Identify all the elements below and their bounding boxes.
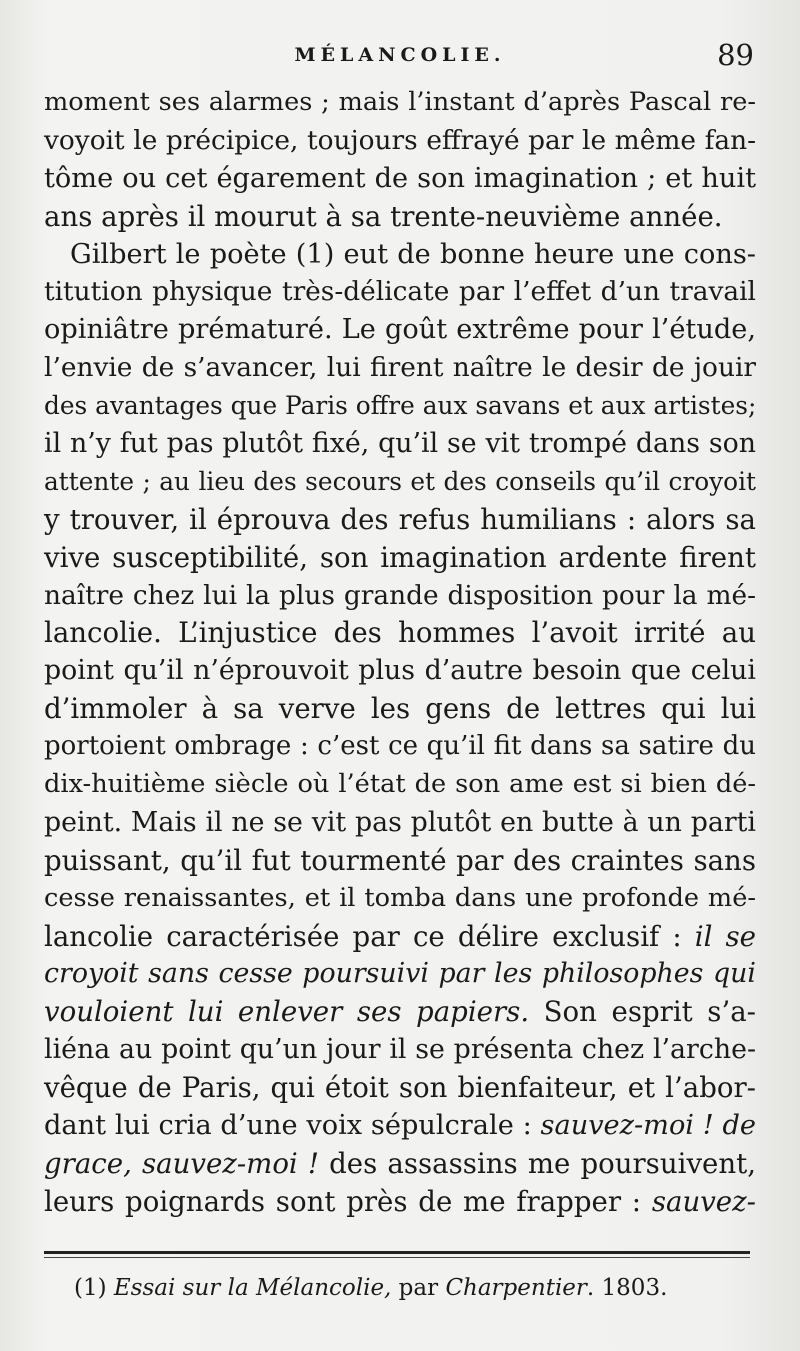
text-run: lancolie caractérisée par ce délire exclusif : — [44, 919, 695, 953]
text-line — [44, 880, 756, 918]
text-run: lancolie. L’injustice des hommes l’avoit irrité au — [44, 616, 756, 650]
text-run: Gilbert le poète (1) eut de bonne heure une cons- — [70, 238, 756, 270]
text-run: voyoit le précipice, toujours effrayé par le même fan- — [44, 124, 756, 156]
text-line — [44, 955, 756, 993]
text-run: cesse renaissantes, et il tomba dans une profonde mé- — [44, 882, 756, 913]
text-run: des assassins me poursuivent, — [318, 1146, 756, 1180]
text-line — [44, 842, 756, 880]
text-line — [44, 614, 756, 652]
text-line — [44, 918, 756, 956]
text-line — [44, 652, 756, 690]
footnote — [74, 1275, 754, 1301]
text-run: tôme ou cet égarement de son imagination ; et huit — [44, 162, 756, 194]
text-run: attente ; au lieu des secours et des conseils qu’il croyoit — [44, 466, 756, 496]
text-line — [44, 84, 756, 122]
text-run: vêque de Paris, qui étoit son bienfaiteur, et l’abor- — [44, 1071, 756, 1105]
footnote-rule — [44, 1251, 750, 1258]
text-line — [44, 311, 756, 349]
text-run: opiniâtre prématuré. Le goût extrême pour l’étude, — [44, 314, 756, 346]
text-line — [44, 198, 756, 236]
footnote-marker: (1) — [74, 1275, 114, 1301]
text-line — [44, 387, 756, 425]
text-run: ans après il mourut à sa trente-neuvième année. — [44, 199, 723, 233]
text-run: dix-huitième siècle où l’état de son ame est si bien dé- — [44, 769, 756, 800]
footnote-by: par — [391, 1275, 446, 1301]
text-run: titution physique très-délicate par l’effet d’un travail — [44, 276, 756, 308]
text-line — [44, 690, 756, 728]
italic-run: grace, sauvez-moi ! — [44, 1146, 319, 1180]
text-line — [44, 1069, 756, 1107]
text-run: y trouver, il éprouva des refus humilians : alors sa — [44, 502, 756, 536]
text-line — [44, 1183, 756, 1221]
text-run: vive susceptibilité, son imagination ardente firent — [44, 540, 756, 574]
text-run: puissant, qu’il fut tourmenté par des craintes sans — [44, 843, 756, 877]
text-run: naître chez lui la plus grande disposition pour la mé- — [44, 579, 756, 611]
text-line — [44, 1031, 756, 1069]
text-line — [44, 766, 756, 804]
text-line — [44, 236, 756, 274]
text-run: portoient ombrage : c’est ce qu’il fit dans sa satire du — [44, 731, 756, 762]
text-line — [44, 501, 756, 539]
text-run: il n’y fut pas plutôt fixé, qu’il se vit trompé dans son — [44, 428, 756, 460]
text-run: Son esprit s’a- — [529, 995, 756, 1029]
text-line — [44, 728, 756, 766]
text-line — [44, 273, 756, 311]
italic-run: sauvez-moi ! de — [540, 1110, 756, 1142]
text-run: liéna au point qu’un jour il se présenta chez l’arche- — [44, 1034, 756, 1066]
text-line — [44, 577, 756, 615]
body-text — [44, 84, 756, 1221]
text-line — [44, 804, 756, 842]
running-title: MÉLANCOLIE. — [294, 44, 506, 66]
italic-run: il se — [694, 919, 756, 953]
text-line — [44, 425, 756, 463]
text-line — [44, 349, 756, 387]
footnote-year: . 1803. — [586, 1275, 668, 1301]
text-line — [44, 1107, 756, 1145]
text-run: des avantages que Paris offre aux savans et aux artistes; — [44, 391, 757, 421]
text-run: moment ses alarmes ; mais l’instant d’après Pascal re- — [44, 87, 756, 117]
text-run: leurs poignards sont près de me frapper : — [44, 1184, 652, 1218]
text-line — [44, 539, 756, 577]
text-run: peint. Mais il ne se vit pas plutôt en butte à un parti — [44, 806, 756, 838]
text-line — [44, 160, 756, 198]
page-number: 89 — [717, 38, 754, 72]
footnote-author: Charpentier — [445, 1275, 587, 1301]
italic-run: vouloient lui enlever ses papiers. — [44, 995, 530, 1029]
text-line — [44, 993, 756, 1031]
footnote-title: Essai sur la Mélancolie, — [113, 1275, 392, 1301]
page-header — [0, 38, 800, 82]
text-run: d’immoler à sa verve les gens de lettres qui lui — [44, 692, 756, 726]
italic-run: croyoit sans cesse poursuivi par les philosophes qui — [44, 958, 756, 990]
text-run: point qu’il n’éprouvoit plus d’autre besoin que celui — [44, 655, 756, 687]
text-line — [44, 463, 756, 501]
italic-run: sauvez- — [651, 1184, 756, 1218]
text-line — [44, 1145, 756, 1183]
text-line — [44, 122, 756, 160]
text-run: l’envie de s’avancer, lui firent naître le desir de jouir — [44, 352, 756, 384]
text-run: dant lui cria d’une voix sépulcrale : — [44, 1110, 541, 1142]
